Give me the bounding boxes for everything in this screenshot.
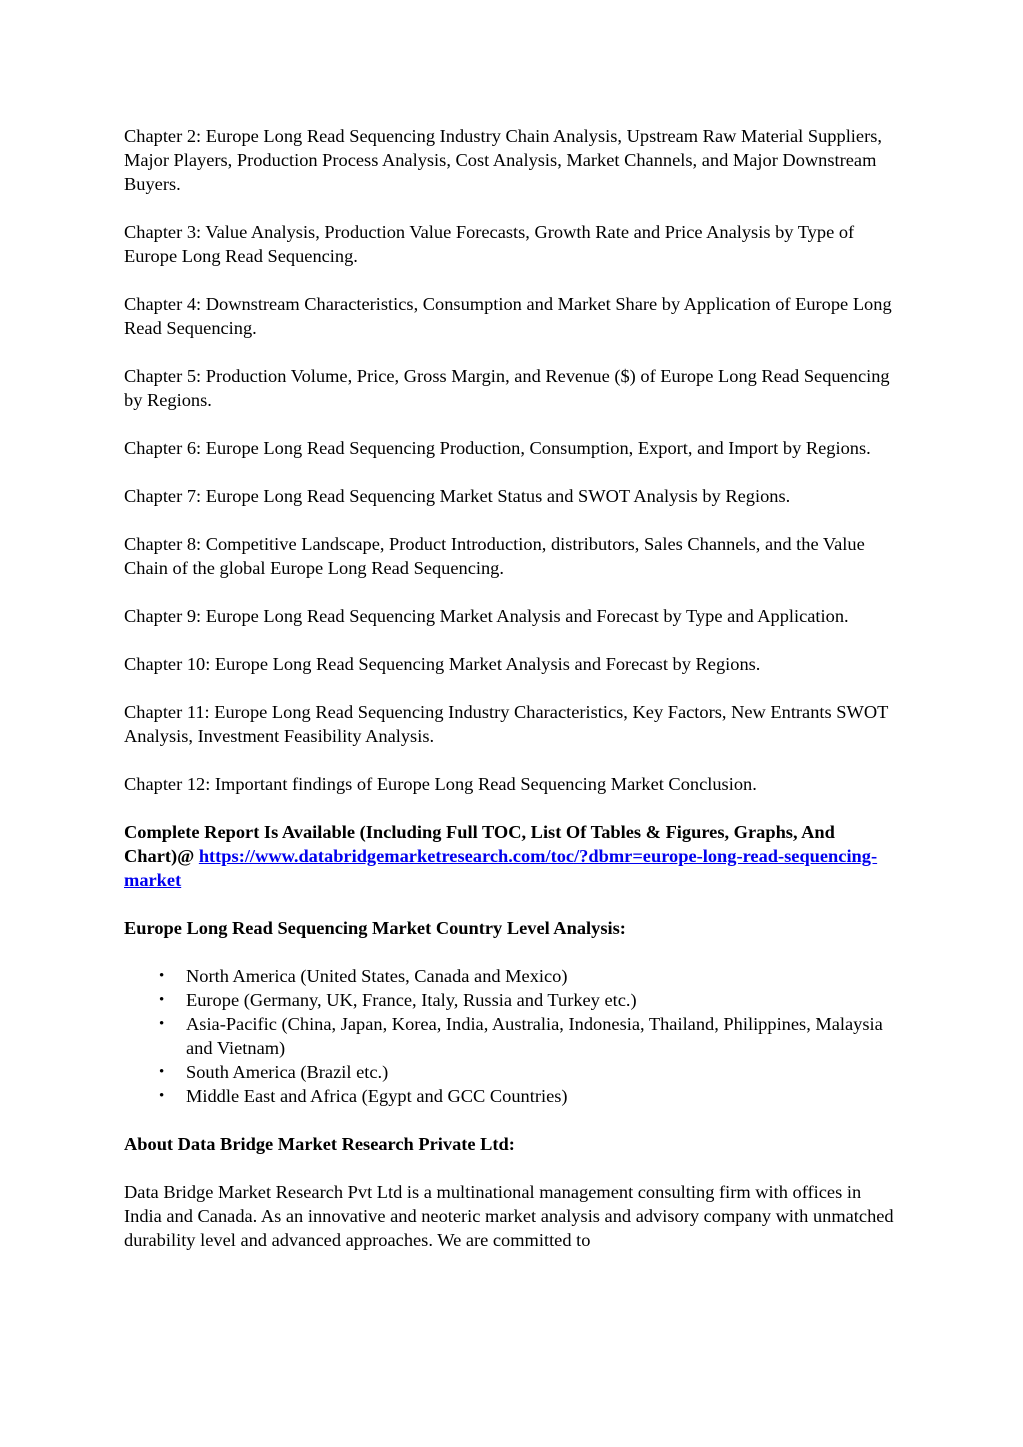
list-item-label: Asia-Pacific (China, Japan, Korea, India, Australia, Indonesia, Thailand, Philippines, Malaysia and Vietnam) [186,1014,883,1058]
chapter-2-paragraph: Chapter 2: Europe Long Read Sequencing Industry Chain Analysis, Upstream Raw Material Suppliers, Major Players, Production Process Analysis, Cost Analysis, Market Channels, and Major Downstream Buyers. [124,126,882,194]
document-page [124,124,899,1276]
chapter-7-paragraph: Chapter 7: Europe Long Read Sequencing Market Status and SWOT Analysis by Regions. [124,486,791,506]
list-item-label: South America (Brazil etc.) [186,1062,389,1082]
list-item-middle-east-africa [159,1084,899,1108]
chapter-12-paragraph: Chapter 12: Important findings of Europe Long Read Sequencing Market Conclusion. [124,774,757,794]
list-item-label: North America (United States, Canada and Mexico) [186,966,568,986]
complete-report-lead: Complete Report Is Available (Including Full TOC, List Of Tables & Figures, Graphs, And Chart)@ [124,822,835,866]
chapter-6-paragraph: Chapter 6: Europe Long Read Sequencing Production, Consumption, Export, and Import by Regions. [124,438,871,458]
list-item-label: Europe (Germany, UK, France, Italy, Russia and Turkey etc.) [186,990,637,1010]
chapter-4-paragraph: Chapter 4: Downstream Characteristics, Consumption and Market Share by Application of Europe Long Read Sequencing. [124,294,892,338]
chapter-3-paragraph: Chapter 3: Value Analysis, Production Value Forecasts, Growth Rate and Price Analysis by Type of Europe Long Read Sequencing. [124,222,855,266]
bullet-icon: • [159,1088,165,1104]
report-toc-link[interactable]: https://www.databridgemarketresearch.com/toc/?dbmr=europe-long-read-sequencing-market [124,846,878,890]
about-heading: About Data Bridge Market Research Private Ltd: [124,1134,515,1154]
bullet-icon: • [159,968,165,984]
bullet-icon: • [159,1064,165,1080]
chapter-8-paragraph: Chapter 8: Competitive Landscape, Product Introduction, distributors, Sales Channels, and the Value Chain of the global Europe Long Read Sequencing. [124,534,865,578]
list-item-asia-pacific [159,1012,899,1060]
chapter-11-paragraph: Chapter 11: Europe Long Read Sequencing Industry Characteristics, Key Factors, New Entrants SWOT Analysis, Investment Feasibility Analysis. [124,702,889,746]
country-list [124,964,899,1108]
chapter-9-paragraph: Chapter 9: Europe Long Read Sequencing Market Analysis and Forecast by Type and Application. [124,606,849,626]
list-item-label: Middle East and Africa (Egypt and GCC Countries) [186,1086,568,1106]
chapter-10-paragraph: Chapter 10: Europe Long Read Sequencing Market Analysis and Forecast by Regions. [124,654,761,674]
list-item-south-america [159,1060,899,1084]
bullet-icon: • [159,1016,165,1032]
list-item-north-america [159,964,899,988]
bullet-icon: • [159,992,165,1008]
about-body-paragraph: Data Bridge Market Research Pvt Ltd is a multinational management consulting firm with offices in India and Canada. As an innovative and neoteric market analysis and advisory company with unmatched durability level and advanced approaches. We are committed to [124,1182,894,1250]
list-item-europe [159,988,899,1012]
country-analysis-heading: Europe Long Read Sequencing Market Country Level Analysis: [124,918,626,938]
complete-report-paragraph [124,820,899,892]
chapter-5-paragraph: Chapter 5: Production Volume, Price, Gross Margin, and Revenue ($) of Europe Long Read Sequencing by Regions. [124,366,890,410]
